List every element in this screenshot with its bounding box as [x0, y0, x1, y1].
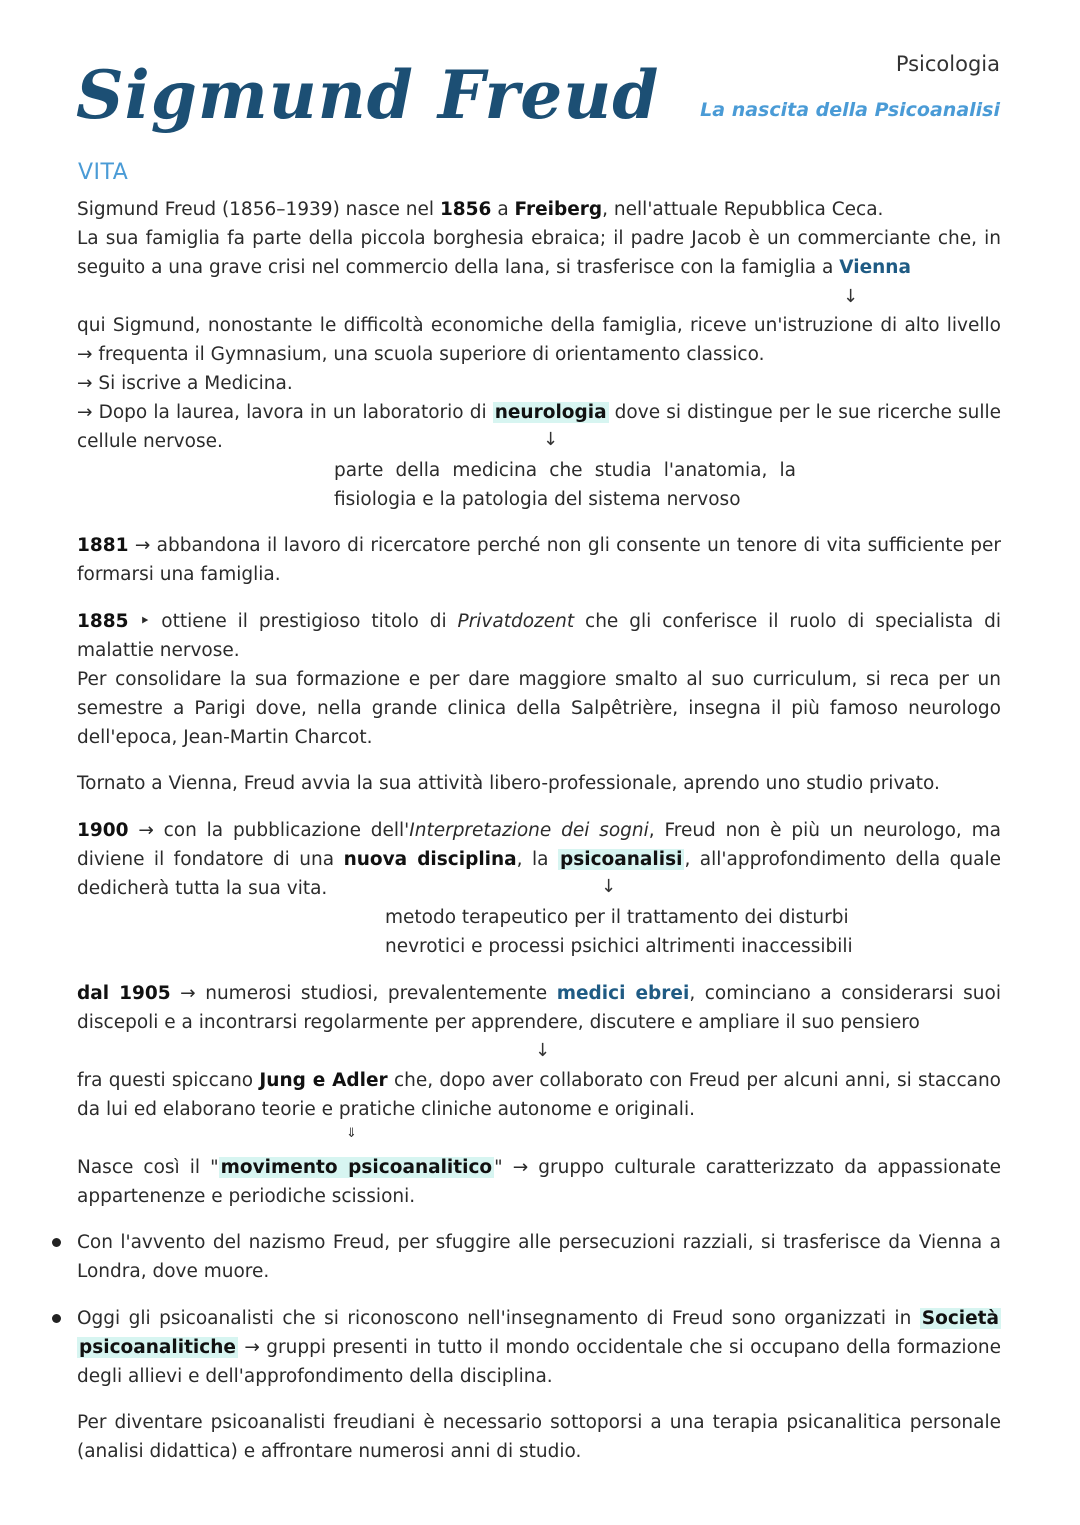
text-line: 1900 → con la pubblicazione dell'Interpretazione dei sogni, Freud non è più un neurologo, ma [77, 820, 1001, 841]
text-line: appartenenze e periodiche scissioni. [77, 1186, 416, 1207]
arrow-down-icon: ↓ [601, 876, 617, 897]
text-line: → Dopo la laurea, lavora in un laboratorio di neurologia dove si distingue per le sue ricerche sulle [77, 402, 1001, 423]
note-line: fisiologia e la patologia del sistema nervoso [334, 489, 741, 510]
bullet-icon [52, 1314, 61, 1323]
text-line: dell'epoca, Jean-Martin Charcot. [77, 727, 373, 748]
bullet-icon [52, 1238, 61, 1247]
text-line: La sua famiglia fa parte della piccola borghesia ebraica; il padre Jacob è un commerciante che, in [77, 228, 1001, 249]
year-1885: 1885 [77, 611, 129, 632]
year-1856: 1856 [439, 199, 492, 220]
text-line: semestre a Parigi dove, nella grande clinica della Salpêtrière, insegna il più famoso neurologo [77, 698, 1001, 719]
text-line: fra questi spiccano Jung e Adler che, dopo aver collaborato con Freud per alcuni anni, si staccano [77, 1070, 1001, 1091]
text-line: Nasce così il " movimento psicoanalitico " → gruppo culturale caratterizzato da appassionate [77, 1157, 1001, 1178]
subject-label: Psicologia [895, 52, 1000, 76]
text-line: psicoanalitiche → gruppi presenti in tutto il mondo occidentale che si occupano della formazione [79, 1337, 1001, 1358]
note-line: nevrotici e processi psichici altrimenti inaccessibili [385, 936, 853, 957]
text-line: 1881 → abbandona il lavoro di ricercatore perché non gli consente un tenore di vita sufficiente per [77, 535, 1001, 556]
arrow-down-icon: ↓ [535, 1040, 551, 1061]
text-line: → frequenta il Gymnasium, una scuola superiore di orientamento classico. [77, 344, 765, 365]
text-line: formarsi una famiglia. [77, 564, 281, 585]
highlight-societa: Società [921, 1308, 999, 1329]
highlight-movimento: movimento psicoanalitico [220, 1157, 493, 1178]
text-line: Londra, dove muore. [77, 1261, 270, 1282]
section-heading: VITA [78, 160, 129, 185]
text-line: dedicherà tutta la sua vita. [77, 878, 328, 899]
text-line: da lui ed elaborano teorie e pratiche cliniche autonome e originali. [77, 1099, 695, 1120]
text-line: Per diventare psicoanalisti freudiani è necessario sottoporsi a una terapia psicanalitica personale [77, 1412, 1001, 1433]
text-line: 1885 ‣ ottiene il prestigioso titolo di Privatdozent che gli conferisce il ruolo di specialista di [77, 611, 1001, 632]
note-line: parte della medicina che studia l'anatomia, la [334, 460, 796, 481]
text-line: → Si iscrive a Medicina. [77, 373, 293, 394]
place-freiberg: Freiberg [514, 199, 603, 220]
text-line: Con l'avvento del nazismo Freud, per sfuggire alle persecuzioni razziali, si trasferisce da Vienna a [77, 1232, 1001, 1253]
note-line: metodo terapeutico per il trattamento dei disturbi [385, 907, 849, 928]
text-line: dal 1905 → numerosi studiosi, prevalentemente medici ebrei, cominciano a considerarsi suoi [77, 983, 1001, 1004]
highlight-neurologia: neurologia [494, 402, 607, 423]
text-line: qui Sigmund, nonostante le difficoltà economiche della famiglia, riceve un'istruzione di alto livello [77, 315, 1001, 336]
text-line: discepoli e a incontrarsi regolarmente per apprendere, discutere e ampliare il suo pensiero [77, 1012, 920, 1033]
page-subtitle: La nascita della Psicoanalisi [700, 99, 1000, 121]
text-line: Per consolidare la sua formazione e per dare maggiore smalto al suo curriculum, si reca per un [77, 669, 1001, 690]
double-arrow-down-icon: ⇓ [346, 1126, 357, 1141]
text-line: seguito a una grave crisi nel commercio della lana, si trasferisce con la famiglia a Vienna [77, 257, 911, 278]
text-line: cellule nervose. [77, 431, 223, 452]
text-line: malattie nervose. [77, 640, 240, 661]
year-1905: dal 1905 [77, 983, 171, 1004]
text-line: Sigmund Freud (1856–1939) nasce nel 1856 a Freiberg, nell'attuale Repubblica Ceca. [77, 199, 884, 220]
page-title: Sigmund Freud [76, 56, 660, 134]
text-line: diviene il fondatore di una nuova disciplina, la psicoanalisi , all'approfondimento della quale [77, 849, 1001, 870]
arrow-down-icon: ↓ [543, 429, 559, 450]
text-line: (analisi didattica) e affrontare numerosi anni di studio. [77, 1441, 582, 1462]
year-1881: 1881 [77, 535, 129, 556]
year-1900: 1900 [77, 820, 129, 841]
highlight-psicoanalisi: psicoanalisi [559, 849, 683, 870]
text-line: degli allievi e dell'approfondimento della disciplina. [77, 1366, 553, 1387]
place-vienna: Vienna [839, 257, 911, 278]
highlight-psicoanalitiche: psicoanalitiche [79, 1337, 236, 1358]
text-line: Oggi gli psicoanalisti che si riconoscono nell'insegnamento di Freud sono organizzati in Società [77, 1308, 999, 1329]
arrow-down-icon: ↓ [843, 286, 859, 307]
text-line: Tornato a Vienna, Freud avvia la sua attività libero-professionale, aprendo uno studio privato. [77, 773, 940, 794]
